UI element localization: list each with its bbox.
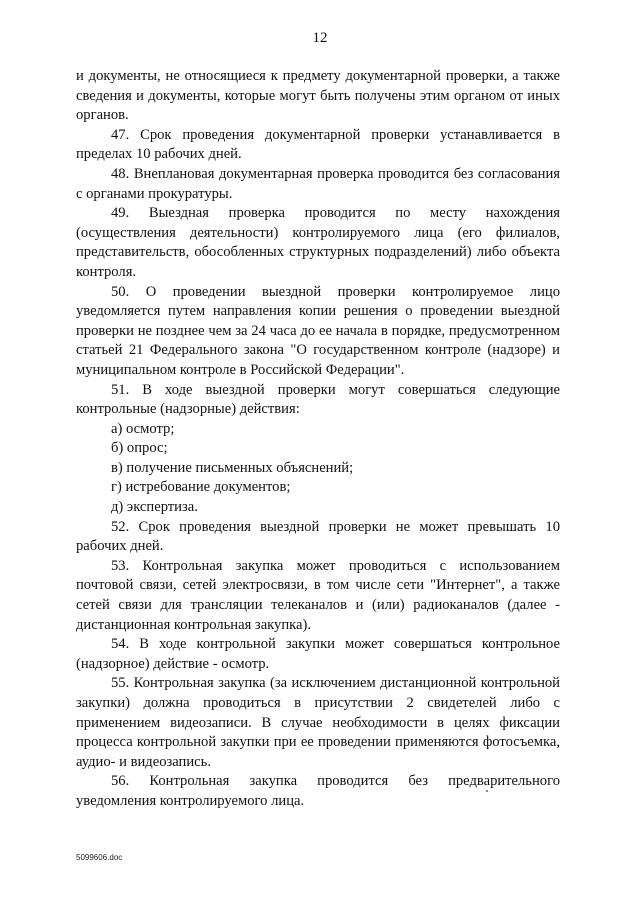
paragraph: и документы, не относящиеся к предмету документарной проверки, а также сведения и документы, которые могут быть получены этим органом от иных органов. <box>76 68 560 124</box>
paragraph: 52. Срок проведения выездной проверки не может превышать 10 рабочих дней. <box>76 518 560 555</box>
paragraph: 53. Контрольная закупка может проводиться с использованием почтовой связи, сетей электросвязи, в том числе сети "Интернет", а также сетей связи для трансляции телеканалов и (или) радиоканалов (далее - дистанционная контрольная закупка). <box>76 557 560 633</box>
footer-file-name: 5099606.doc <box>76 853 123 862</box>
paragraph: 54. В ходе контрольной закупки может совершаться контрольное (надзорное) действие - осмотр. <box>76 636 560 672</box>
scan-speck <box>486 790 488 792</box>
paragraph: 55. Контрольная закупка (за исключением дистанционной контрольной закупки) должна проводиться в присутствии 2 свидетелей либо с применением видеозаписи. В случае необходимости в целях фиксации процесса контрольной закупки при ее проведении применяются фотосъемка, аудио- и видеозапись. <box>76 675 560 770</box>
list-item: д) экспертиза. <box>111 499 198 516</box>
paragraph: 56. Контрольная закупка проводится без предварительного уведомления контролируемого лица. <box>76 773 560 809</box>
list-item: в) получение письменных объяснений; <box>111 459 354 476</box>
list-item: а) осмотр; <box>111 420 175 437</box>
list-item: б) опрос; <box>111 440 168 457</box>
paragraph: 48. Внеплановая документарная проверка проводится без согласования с органами прокуратуры. <box>76 165 560 202</box>
paragraph: 47. Срок проведения документарной проверки устанавливается в пределах 10 рабочих дней. <box>76 126 560 163</box>
paragraph: 50. О проведении выездной проверки контролируемое лицо уведомляется путем направления копии решения о проведении выездной проверки не позднее чем за 24 часа до ее начала в порядке, предусмотренном статьей 21 Федерального закона "О государственном контроле (надзоре) и муниципальном контроле в Российской Федерации". <box>76 283 560 378</box>
paragraph: 51. В ходе выездной проверки могут совершаться следующие контрольные (надзорные) действия: <box>76 381 560 418</box>
page-number: 12 <box>312 30 328 46</box>
document-body <box>76 67 560 812</box>
list-item: г) истребование документов; <box>111 479 291 496</box>
paragraph: 49. Выездная проверка проводится по месту нахождения (осуществления деятельности) контролируемого лица (его филиалов, представительств, обособленных структурных подразделений) либо объекта контроля. <box>76 205 560 280</box>
